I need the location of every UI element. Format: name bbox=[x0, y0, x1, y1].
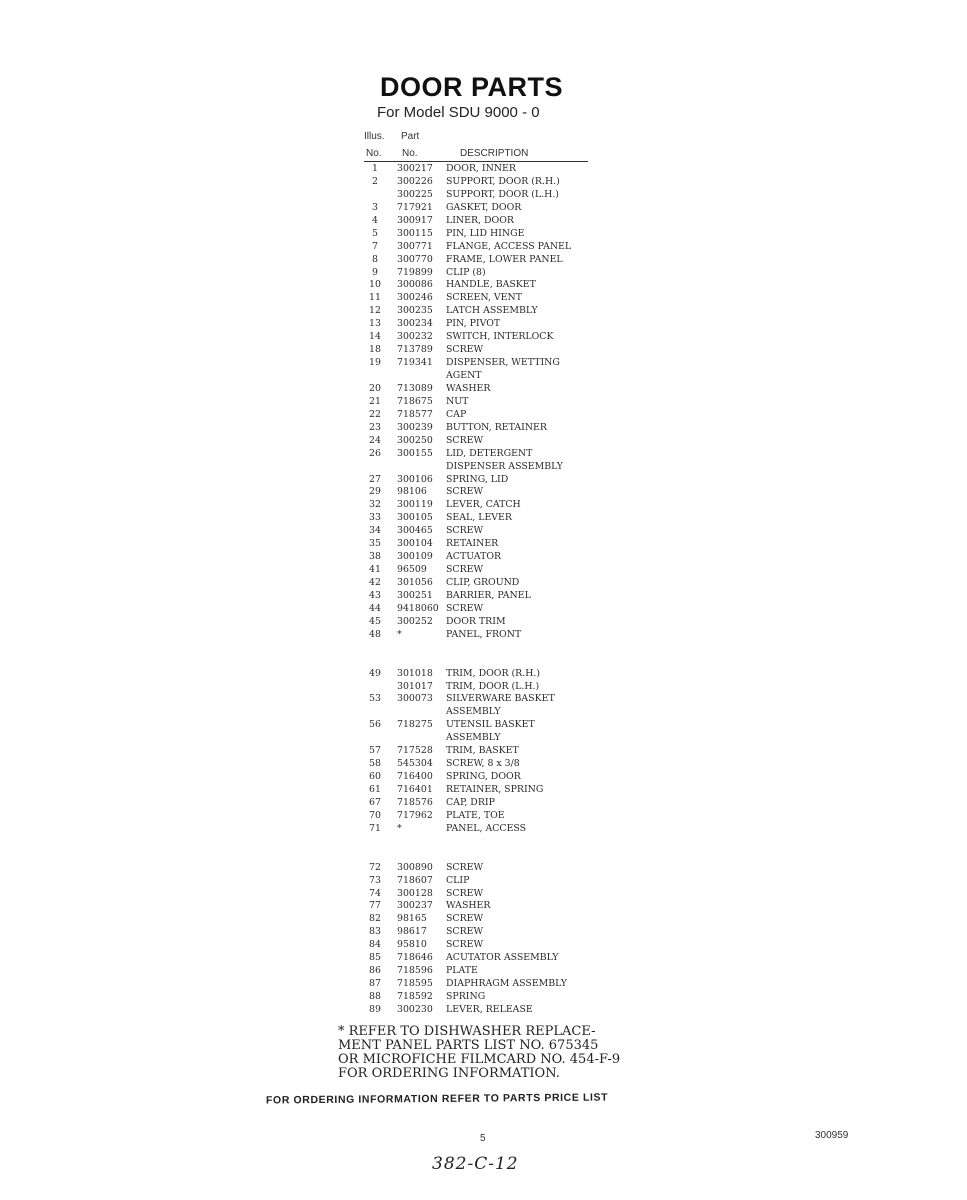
table-row bbox=[364, 926, 604, 939]
note-line: MENT PANEL PARTS LIST NO. 675345 bbox=[338, 1038, 599, 1053]
part-description: WASHER bbox=[446, 382, 491, 394]
illus-number: 58 bbox=[369, 758, 381, 770]
part-description: SCREW bbox=[446, 486, 484, 498]
parts-group-1 bbox=[364, 163, 604, 642]
header-illus: Illus. bbox=[364, 131, 385, 142]
part-description: CAP, DRIP bbox=[446, 796, 495, 808]
part-description: WASHER bbox=[446, 900, 491, 912]
table-row bbox=[364, 551, 604, 564]
part-description: TRIM, DOOR (R.H.) bbox=[446, 667, 541, 679]
part-description: ASSEMBLY bbox=[446, 706, 501, 718]
part-number: 96509 bbox=[397, 564, 427, 576]
illus-number: 3 bbox=[372, 201, 378, 213]
part-number: 719899 bbox=[397, 266, 433, 278]
illus-number: 35 bbox=[369, 538, 381, 550]
part-description: DISPENSER, WETTING bbox=[446, 357, 560, 369]
table-row bbox=[364, 409, 604, 422]
illus-number: 5 bbox=[372, 227, 378, 239]
part-description: TRIM, DOOR (L.H.) bbox=[446, 680, 540, 692]
part-description: DISPENSER ASSEMBLY bbox=[446, 460, 563, 472]
parts-group-2 bbox=[364, 668, 604, 836]
note-line: * REFER TO DISHWASHER REPLACE- bbox=[338, 1024, 596, 1039]
parts-table bbox=[364, 163, 604, 1017]
table-row bbox=[364, 448, 604, 461]
part-number: 718646 bbox=[397, 952, 433, 964]
illus-number: 77 bbox=[369, 900, 381, 912]
group-spacer bbox=[364, 836, 604, 862]
part-number: 98617 bbox=[397, 926, 427, 938]
part-number: 716401 bbox=[397, 784, 433, 796]
part-description: ACUTATOR ASSEMBLY bbox=[446, 952, 559, 964]
part-description: SPRING, DOOR bbox=[446, 771, 521, 783]
part-number: 300239 bbox=[397, 421, 433, 433]
illus-number: 19 bbox=[369, 357, 381, 369]
part-description: BARRIER, PANEL bbox=[446, 589, 531, 601]
part-description: SCREW bbox=[446, 434, 484, 446]
illus-number: 9 bbox=[372, 266, 378, 278]
illus-number: 49 bbox=[369, 667, 381, 679]
table-row bbox=[364, 577, 604, 590]
part-description: PIN, PIVOT bbox=[446, 318, 501, 330]
part-description: CAP bbox=[446, 408, 467, 420]
table-row bbox=[364, 771, 604, 784]
part-number: 300105 bbox=[397, 512, 433, 524]
illus-number: 22 bbox=[369, 408, 381, 420]
part-number: 300104 bbox=[397, 538, 433, 550]
table-row bbox=[364, 305, 604, 318]
part-number: 301017 bbox=[397, 680, 433, 692]
table-row bbox=[364, 784, 604, 797]
illus-number: 42 bbox=[369, 577, 381, 588]
part-description: LEVER, CATCH bbox=[446, 499, 521, 511]
part-number: 300109 bbox=[397, 551, 433, 563]
table-row bbox=[364, 486, 604, 499]
illus-number: 53 bbox=[369, 693, 381, 705]
table-row bbox=[364, 474, 604, 487]
part-number: 717528 bbox=[397, 745, 433, 757]
part-number: * bbox=[397, 822, 402, 834]
part-number: 300917 bbox=[397, 214, 433, 226]
part-description: PIN, LID HINGE bbox=[446, 227, 525, 239]
table-row bbox=[364, 241, 604, 254]
table-row bbox=[364, 693, 604, 706]
illus-number: 87 bbox=[369, 978, 381, 990]
part-description: SCREW bbox=[446, 861, 484, 873]
table-row bbox=[364, 499, 604, 512]
part-number: 300119 bbox=[397, 499, 433, 511]
part-description: SUPPORT, DOOR (L.H.) bbox=[446, 188, 559, 200]
illus-number: 48 bbox=[369, 628, 381, 640]
part-number: 300232 bbox=[397, 331, 433, 343]
part-number: 716400 bbox=[397, 771, 433, 783]
table-row bbox=[364, 318, 604, 331]
table-row bbox=[364, 758, 604, 771]
part-number: 300086 bbox=[397, 279, 433, 291]
part-number: 300251 bbox=[397, 589, 433, 601]
header-part-no: No. bbox=[402, 148, 418, 159]
table-row bbox=[364, 913, 604, 926]
table-row bbox=[364, 629, 604, 642]
part-number: 719341 bbox=[397, 357, 433, 369]
illus-number: 88 bbox=[369, 991, 381, 1003]
part-description: DOOR TRIM bbox=[446, 615, 506, 627]
header-part: Part bbox=[401, 131, 420, 142]
table-row bbox=[364, 228, 604, 241]
illus-number: 41 bbox=[369, 564, 381, 576]
illus-number: 60 bbox=[369, 771, 381, 783]
part-description: SUPPORT, DOOR (R.H.) bbox=[446, 175, 560, 187]
illus-number: 2 bbox=[372, 175, 378, 187]
table-row bbox=[364, 215, 604, 228]
part-number: 718675 bbox=[397, 395, 433, 407]
part-description: LINER, DOOR bbox=[446, 214, 514, 226]
part-number: 713789 bbox=[397, 344, 433, 356]
illus-number: 89 bbox=[369, 1003, 381, 1015]
part-description: NUT bbox=[446, 395, 469, 407]
table-row bbox=[364, 267, 604, 280]
part-description: FRAME, LOWER PANEL bbox=[446, 253, 563, 265]
part-description: AGENT bbox=[446, 370, 482, 381]
illus-number: 44 bbox=[369, 602, 381, 614]
part-description: UTENSIL BASKET bbox=[446, 719, 535, 731]
illus-number: 83 bbox=[369, 926, 381, 938]
part-number: 300106 bbox=[397, 473, 433, 485]
table-row bbox=[364, 279, 604, 292]
part-number: 300230 bbox=[397, 1003, 433, 1015]
part-description: PLATE, TOE bbox=[446, 809, 505, 821]
part-description: SCREW bbox=[446, 525, 484, 537]
part-description: SCREW bbox=[446, 939, 484, 951]
parts-group-3 bbox=[364, 862, 604, 1017]
part-description: LEVER, RELEASE bbox=[446, 1003, 533, 1015]
table-row bbox=[364, 383, 604, 396]
illus-number: 57 bbox=[369, 745, 381, 757]
illus-number: 38 bbox=[369, 551, 381, 563]
table-row bbox=[364, 176, 604, 189]
part-description: ASSEMBLY bbox=[446, 732, 501, 744]
table-row bbox=[364, 745, 604, 758]
part-number: 300771 bbox=[397, 240, 433, 252]
illus-number: 29 bbox=[369, 486, 381, 498]
part-number: 718275 bbox=[397, 719, 433, 731]
page-number: 5 bbox=[480, 1133, 486, 1144]
part-number: 300217 bbox=[397, 163, 433, 174]
illus-number: 56 bbox=[369, 719, 381, 731]
table-row bbox=[364, 603, 604, 616]
part-description: FLANGE, ACCESS PANEL bbox=[446, 240, 572, 252]
part-description: GASKET, DOOR bbox=[446, 201, 522, 213]
illus-number: 73 bbox=[369, 874, 381, 886]
part-number: 300235 bbox=[397, 305, 433, 317]
table-row bbox=[364, 590, 604, 603]
illus-number: 33 bbox=[369, 512, 381, 524]
illus-number: 43 bbox=[369, 589, 381, 601]
illus-number: 74 bbox=[369, 887, 381, 899]
part-description: RETAINER bbox=[446, 538, 499, 550]
part-number: 300252 bbox=[397, 615, 433, 627]
table-row bbox=[364, 331, 604, 344]
part-description: PANEL, FRONT bbox=[446, 628, 522, 640]
model-subtitle: For Model SDU 9000 - 0 bbox=[377, 104, 540, 121]
illus-number: 67 bbox=[369, 796, 381, 808]
note-line: FOR ORDERING INFORMATION. bbox=[338, 1066, 560, 1081]
table-row bbox=[364, 939, 604, 952]
part-number: 300234 bbox=[397, 318, 433, 330]
part-description: CLIP, GROUND bbox=[446, 577, 520, 588]
table-row bbox=[364, 461, 604, 474]
part-description: SPRING bbox=[446, 991, 486, 1003]
part-number: 718596 bbox=[397, 965, 433, 977]
part-number: 301056 bbox=[397, 577, 433, 588]
illus-number: 7 bbox=[372, 240, 378, 252]
table-row bbox=[364, 370, 604, 383]
part-description: TRIM, BASKET bbox=[446, 745, 519, 757]
table-row bbox=[364, 888, 604, 901]
part-description: DIAPHRAGM ASSEMBLY bbox=[446, 978, 567, 990]
part-description: CLIP (8) bbox=[446, 266, 486, 278]
illus-number: 61 bbox=[369, 784, 381, 796]
header-description: DESCRIPTION bbox=[460, 148, 529, 159]
table-row bbox=[364, 810, 604, 823]
part-number: 98106 bbox=[397, 486, 427, 498]
part-description: SCREW bbox=[446, 926, 484, 938]
part-description: ACTUATOR bbox=[446, 551, 502, 563]
illus-number: 82 bbox=[369, 913, 381, 925]
table-row bbox=[364, 344, 604, 357]
part-number: 300155 bbox=[397, 447, 433, 459]
table-row bbox=[364, 254, 604, 267]
illus-number: 23 bbox=[369, 421, 381, 433]
part-description: SCREEN, VENT bbox=[446, 292, 522, 304]
part-number: 300465 bbox=[397, 525, 433, 537]
part-number: 300128 bbox=[397, 887, 433, 899]
illus-number: 20 bbox=[369, 382, 381, 394]
table-row bbox=[364, 202, 604, 215]
handwritten-annotation: 382-C-12 bbox=[432, 1154, 519, 1174]
table-row bbox=[364, 292, 604, 305]
group-spacer bbox=[364, 642, 604, 668]
part-number: 545304 bbox=[397, 758, 433, 770]
table-row bbox=[364, 422, 604, 435]
illus-number: 12 bbox=[369, 305, 381, 317]
illus-number: 24 bbox=[369, 434, 381, 446]
illus-number: 11 bbox=[369, 292, 381, 304]
part-description: HANDLE, BASKET bbox=[446, 279, 536, 291]
table-row bbox=[364, 435, 604, 448]
part-description: DOOR, INNER bbox=[446, 163, 516, 174]
part-description: CLIP bbox=[446, 874, 470, 886]
part-number: 300770 bbox=[397, 253, 433, 265]
table-row bbox=[364, 862, 604, 875]
part-number: 9418060 bbox=[397, 602, 439, 614]
part-number: 718576 bbox=[397, 796, 433, 808]
part-number: 713089 bbox=[397, 382, 433, 394]
table-row bbox=[364, 900, 604, 913]
illus-number: 18 bbox=[369, 344, 381, 356]
part-description: SCREW bbox=[446, 887, 484, 899]
table-row bbox=[364, 616, 604, 629]
part-description: SCREW bbox=[446, 602, 484, 614]
illus-number: 14 bbox=[369, 331, 381, 343]
part-number: 300250 bbox=[397, 434, 433, 446]
table-row bbox=[364, 875, 604, 888]
part-number: 95810 bbox=[397, 939, 427, 951]
part-number: 718595 bbox=[397, 978, 433, 990]
part-number: 300115 bbox=[397, 227, 433, 239]
part-description: SPRING, LID bbox=[446, 473, 509, 485]
part-description: RETAINER, SPRING bbox=[446, 784, 544, 796]
part-number: 717962 bbox=[397, 809, 433, 821]
part-description: PLATE bbox=[446, 965, 478, 977]
header-no: No. bbox=[366, 148, 382, 159]
table-row bbox=[364, 564, 604, 577]
illus-number: 45 bbox=[369, 615, 381, 627]
illus-number: 34 bbox=[369, 525, 381, 537]
illus-number: 86 bbox=[369, 965, 381, 977]
table-row bbox=[364, 163, 604, 176]
part-description: SWITCH, INTERLOCK bbox=[446, 331, 554, 343]
part-number: 718577 bbox=[397, 408, 433, 420]
illus-number: 85 bbox=[369, 952, 381, 964]
part-number: 718607 bbox=[397, 874, 433, 886]
part-description: LATCH ASSEMBLY bbox=[446, 305, 538, 317]
table-row bbox=[364, 668, 604, 681]
table-row bbox=[364, 978, 604, 991]
table-row bbox=[364, 952, 604, 965]
part-number: 717921 bbox=[397, 201, 433, 213]
ordering-footer: FOR ORDERING INFORMATION REFER TO PARTS PRICE LIST bbox=[265, 1091, 609, 1107]
illus-number: 71 bbox=[369, 822, 381, 834]
table-row bbox=[364, 706, 604, 719]
illus-number: 4 bbox=[372, 214, 378, 226]
part-number: 300246 bbox=[397, 292, 433, 304]
illus-number: 32 bbox=[369, 499, 381, 511]
part-description: PANEL, ACCESS bbox=[446, 822, 527, 834]
part-number: 300225 bbox=[397, 188, 433, 200]
table-row bbox=[364, 965, 604, 978]
part-description: SEAL, LEVER bbox=[446, 512, 512, 524]
part-number: 300226 bbox=[397, 175, 433, 187]
part-number: 300890 bbox=[397, 861, 433, 873]
illus-number: 21 bbox=[369, 395, 381, 407]
table-row bbox=[364, 681, 604, 694]
part-description: SCREW bbox=[446, 564, 484, 576]
illus-number: 27 bbox=[369, 473, 381, 485]
part-description: SCREW bbox=[446, 344, 484, 356]
header-rule bbox=[364, 161, 588, 162]
table-row bbox=[364, 189, 604, 202]
part-number: 301018 bbox=[397, 667, 433, 679]
table-row bbox=[364, 1004, 604, 1017]
illus-number: 1 bbox=[372, 163, 378, 174]
illus-number: 10 bbox=[369, 279, 381, 291]
illus-number: 70 bbox=[369, 809, 381, 821]
table-row bbox=[364, 512, 604, 525]
part-number: 98165 bbox=[397, 913, 427, 925]
illus-number: 84 bbox=[369, 939, 381, 951]
table-row bbox=[364, 396, 604, 409]
replacement-panel-note bbox=[338, 1025, 628, 1081]
illus-number: 72 bbox=[369, 861, 381, 873]
part-number: 300237 bbox=[397, 900, 433, 912]
part-description: LID, DETERGENT bbox=[446, 447, 533, 459]
part-description: SCREW bbox=[446, 913, 484, 925]
part-number: 718592 bbox=[397, 991, 433, 1003]
note-line: OR MICROFICHE FILMCARD NO. 454-F-9 bbox=[338, 1052, 621, 1067]
table-row bbox=[364, 538, 604, 551]
illus-number: 13 bbox=[369, 318, 381, 330]
table-row bbox=[364, 525, 604, 538]
part-number: 300073 bbox=[397, 693, 433, 705]
part-description: BUTTON, RETAINER bbox=[446, 421, 547, 433]
table-row bbox=[364, 797, 604, 810]
part-description: SCREW, 8 x 3/8 bbox=[446, 758, 520, 770]
illus-number: 26 bbox=[369, 447, 381, 459]
illus-number: 8 bbox=[372, 253, 378, 265]
part-description: SILVERWARE BASKET bbox=[446, 693, 555, 705]
table-row bbox=[364, 991, 604, 1004]
table-row bbox=[364, 357, 604, 370]
page-title: DOOR PARTS bbox=[380, 72, 564, 102]
table-row bbox=[364, 732, 604, 745]
table-row bbox=[364, 823, 604, 836]
table-row bbox=[364, 719, 604, 732]
document-number: 300959 bbox=[815, 1130, 849, 1141]
part-number: * bbox=[397, 628, 402, 640]
